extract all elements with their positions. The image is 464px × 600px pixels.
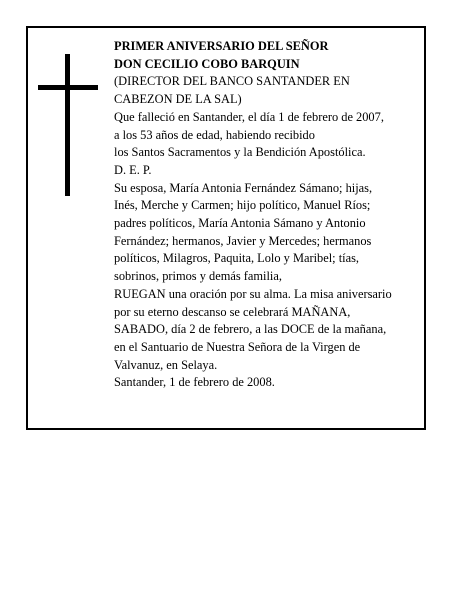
family-list-line: Inés, Merche y Carmen; hijo político, Manuel Ríos; <box>114 198 371 213</box>
family-list-line: políticos, Milagros, Paquita, Lolo y Maribel; tías, <box>114 251 360 266</box>
obituary-text <box>114 38 419 392</box>
mass-announcement-line: en el Santuario de Nuestra Señora de la Virgen de <box>114 339 361 354</box>
family-list-line: Fernández; hermanos, Javier y Mercedes; hermanos <box>114 233 372 248</box>
rest-in-peace-line: D. E. P. <box>114 162 152 177</box>
mass-announcement-line: RUEGAN una oración por su alma. La misa aniversario <box>114 286 392 301</box>
mass-announcement-line: SABADO, día 2 de febrero, a las DOCE de la mañana, <box>114 322 387 337</box>
notice-title: PRIMER ANIVERSARIO DEL SEÑOR <box>114 39 329 53</box>
notice-text-line: Que falleció en Santander, el día 1 de febrero de 2007, <box>114 109 384 124</box>
family-list-line: sobrinos, primos y demás familia, <box>114 269 282 284</box>
cross-horizontal-bar <box>38 85 98 90</box>
deceased-position-line-2: CABEZON DE LA SAL) <box>114 92 242 107</box>
mass-announcement-line: por su eterno descanso se celebrará MAÑANA, <box>114 304 351 319</box>
latin-cross-icon <box>38 54 98 196</box>
place-and-date: Santander, 1 de febrero de 2008. <box>114 375 275 390</box>
notice-text-line: a los 53 años de edad, habiendo recibido <box>114 127 315 142</box>
cross-vertical-bar <box>65 54 70 196</box>
family-list-line: Su esposa, María Antonia Fernández Sámano; hijas, <box>114 180 373 195</box>
deceased-position-line-1: (DIRECTOR DEL BANCO SANTANDER EN <box>114 74 350 89</box>
mass-announcement-line: Valvanuz, en Selaya. <box>114 357 218 372</box>
notice-text-line: los Santos Sacramentos y la Bendición Apostólica. <box>114 145 366 160</box>
deceased-name: DON CECILIO COBO BARQUIN <box>114 56 300 71</box>
family-list-line: padres políticos, María Antonia Sámano y Antonio <box>114 216 366 231</box>
